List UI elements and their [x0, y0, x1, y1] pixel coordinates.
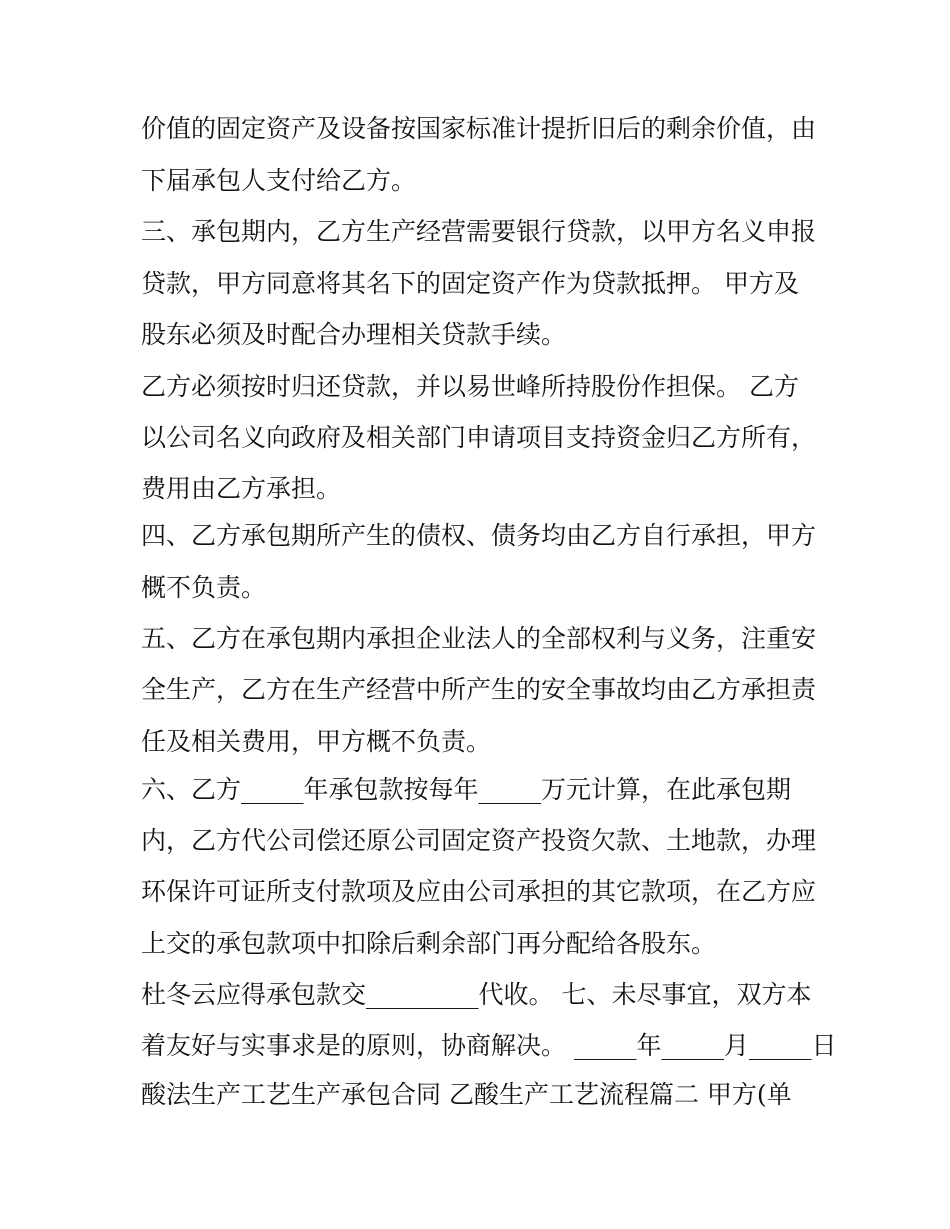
- text-line: 贷款，甲方同意将其名下的固定资产作为贷款抵押。 甲方及: [141, 269, 799, 298]
- text-line: 以公司名义向政府及相关部门申请项目支持资金归乙方所有，: [141, 423, 817, 452]
- text-line: 杜冬云应得承包款交_________代收。 七、未尽事宜，双方本: [141, 980, 812, 1009]
- text-line: 价值的固定资产及设备按国家标准计提折旧后的剩余价值，由: [141, 114, 817, 143]
- text-line: 六、乙方_____年承包款按每年_____万元计算，在此承包期: [141, 775, 792, 804]
- text-line: 五、乙方在承包期内承担企业法人的全部权利与义务，注重安: [141, 624, 817, 653]
- text-line: 四、乙方承包期所产生的债权、债务均由乙方自行承担，甲方: [141, 521, 817, 550]
- text-line: 着友好与实事求是的原则，协商解决。 _____年_____月_____日: [141, 1031, 837, 1060]
- text-line: 概不负责。: [141, 573, 267, 602]
- text-line: 全生产，乙方在生产经营中所产生的安全事故均由乙方承担责: [141, 675, 817, 704]
- text-line: 乙方必须按时归还贷款，并以易世峰所持股份作担保。 乙方: [141, 372, 799, 401]
- text-line: 下届承包人支付给乙方。: [141, 166, 417, 195]
- text-line: 上交的承包款项中扣除后剩余部门再分配给各股东。: [141, 929, 717, 958]
- text-line: 环保许可证所支付款项及应由公司承担的其它款项，在乙方应: [141, 877, 817, 906]
- text-line: 内，乙方代公司偿还原公司固定资产投资欠款、土地款，办理: [141, 826, 817, 855]
- text-line: 费用由乙方承担。: [141, 474, 342, 503]
- text-line: 股东必须及时配合办理相关贷款手续。: [141, 320, 567, 349]
- text-line: 三、承包期内，乙方生产经营需要银行贷款，以甲方名义申报: [141, 217, 817, 246]
- text-line: 任及相关费用，甲方概不负责。: [141, 727, 492, 756]
- text-line: 酸法生产工艺生产承包合同 乙酸生产工艺流程篇二 甲方(单: [141, 1080, 792, 1109]
